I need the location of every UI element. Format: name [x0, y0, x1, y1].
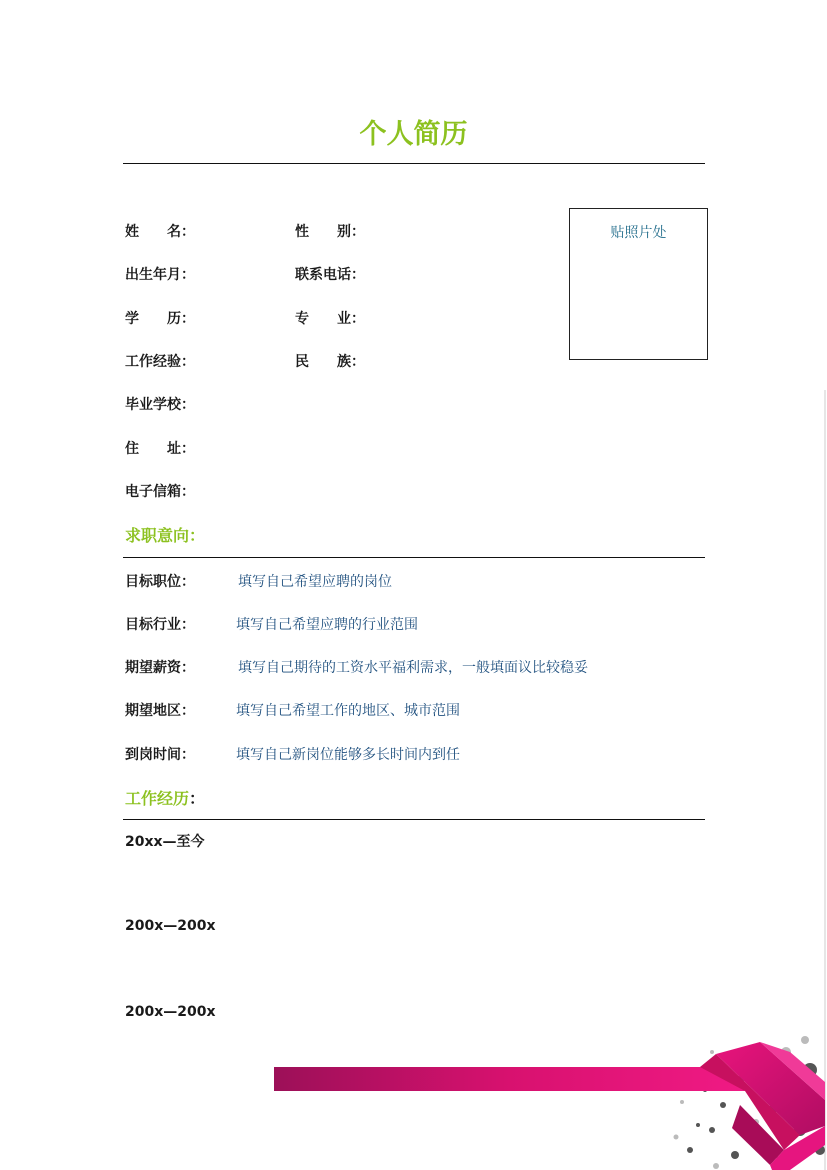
intention-title: 求职意向: [125, 526, 190, 545]
experience-period: 200x—200x: [125, 918, 216, 934]
target-industry-label: 目标行业：: [125, 617, 195, 633]
ethnicity-label: 民 族：: [295, 354, 365, 370]
gender-label: 性 别：: [295, 224, 365, 240]
start-time-value: 填写自己新岗位能够多长时间内到任: [236, 747, 460, 763]
major-label: 专 业：: [295, 311, 365, 327]
target-position-value: 填写自己希望应聘的岗位: [238, 574, 392, 590]
target-industry-value: 填写自己希望应聘的行业范围: [236, 617, 418, 633]
intention-colon: ：: [189, 526, 206, 545]
experience-period: 200x—200x: [125, 1004, 216, 1020]
birth-label: 出生年月：: [125, 267, 195, 283]
photo-label: 贴照片处: [610, 225, 667, 241]
phone-label: 联系电话：: [295, 267, 365, 283]
name-label: 姓 名：: [125, 224, 195, 240]
expected-region-label: 期望地区：: [125, 703, 195, 719]
education-label: 学 历：: [125, 311, 195, 327]
school-label: 毕业学校：: [125, 397, 195, 413]
address-label: 住 址：: [125, 441, 195, 457]
start-time-label: 到岗时间：: [125, 747, 195, 763]
experience-colon: ：: [189, 789, 206, 808]
target-position-label: 目标职位：: [125, 574, 195, 590]
expected-salary-label: 期望薪资：: [125, 660, 195, 676]
experience-label: 工作经验：: [125, 354, 195, 370]
experience-period: 20xx—至今: [125, 834, 205, 850]
page-title: 个人简历: [359, 119, 468, 150]
expected-region-value: 填写自己希望工作的地区、城市范围: [236, 703, 460, 719]
email-label: 电子信箱：: [125, 484, 195, 500]
experience-title: 工作经历: [125, 789, 190, 808]
expected-salary-value: 填写自己期待的工资水平福利需求，一般填面议比较稳妥: [238, 660, 588, 676]
